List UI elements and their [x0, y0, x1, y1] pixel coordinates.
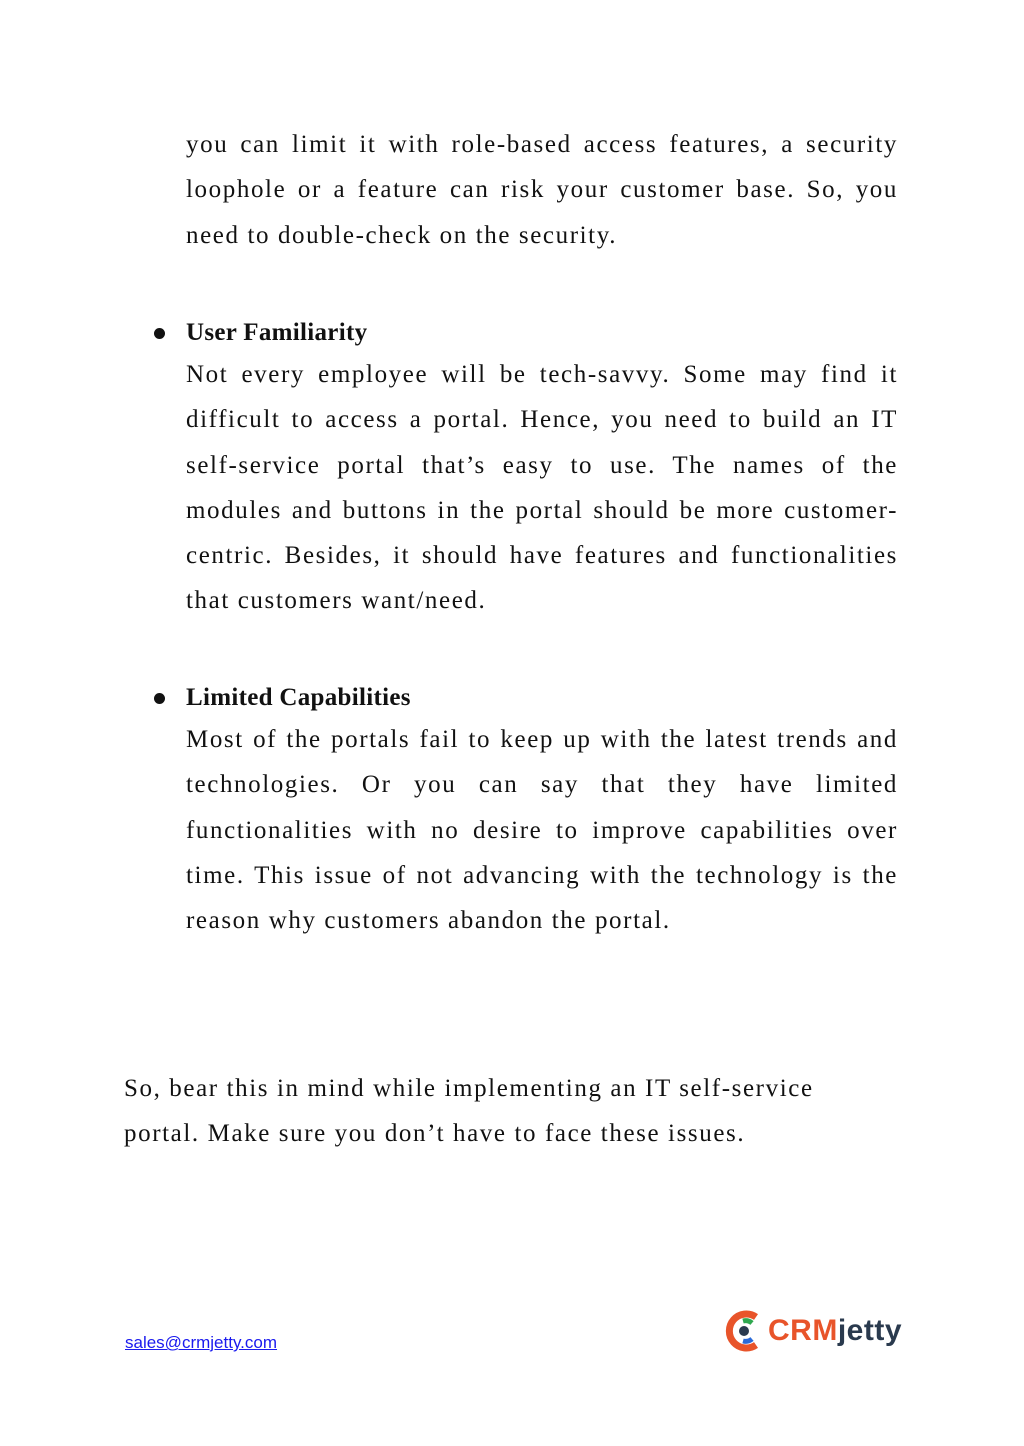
- bullet-item-limited-capabilities: [186, 683, 898, 943]
- bullet-item-user-familiarity: [186, 318, 898, 624]
- crmjetty-logo: [722, 1306, 902, 1356]
- crmjetty-logo-text: [768, 1314, 902, 1348]
- bullet-dot-icon: [154, 328, 165, 339]
- intro-paragraph: you can limit it with role-based access features, a security loophole or a feature can risk your customer base. So, you need to double-check on the security.: [186, 131, 898, 249]
- crmjetty-logo-icon: [722, 1309, 764, 1353]
- bullet-title: User Familiarity: [186, 319, 368, 346]
- email-link[interactable]: sales@crmjetty.com: [125, 1333, 278, 1352]
- bullet-body: Not every employee will be tech-savvy. Some may find it difficult to access a portal. Hence, you need to build an IT self-service portal that’s easy to use. The names of the modules and buttons in the portal should be more customer-centric. Besides, it should have features and functionalities that customers want/need.: [186, 361, 898, 615]
- logo-crm-text: CRM: [768, 1314, 838, 1347]
- logo-jetty-text: jetty: [837, 1314, 903, 1347]
- bullet-dot-icon: [154, 693, 165, 704]
- bullet-body: Most of the portals fail to keep up with the latest trends and technologies. Or you can say that they have limited functionalities with no desire to improve capabilities over time. This issue of not advancing with the technology is the reason why customers abandon the portal.: [186, 726, 898, 935]
- bullet-title: Limited Capabilities: [186, 684, 411, 711]
- closing-paragraph: So, bear this in mind while implementing an IT self-service portal. Make sure you don’t have to face these issues.: [124, 1075, 814, 1148]
